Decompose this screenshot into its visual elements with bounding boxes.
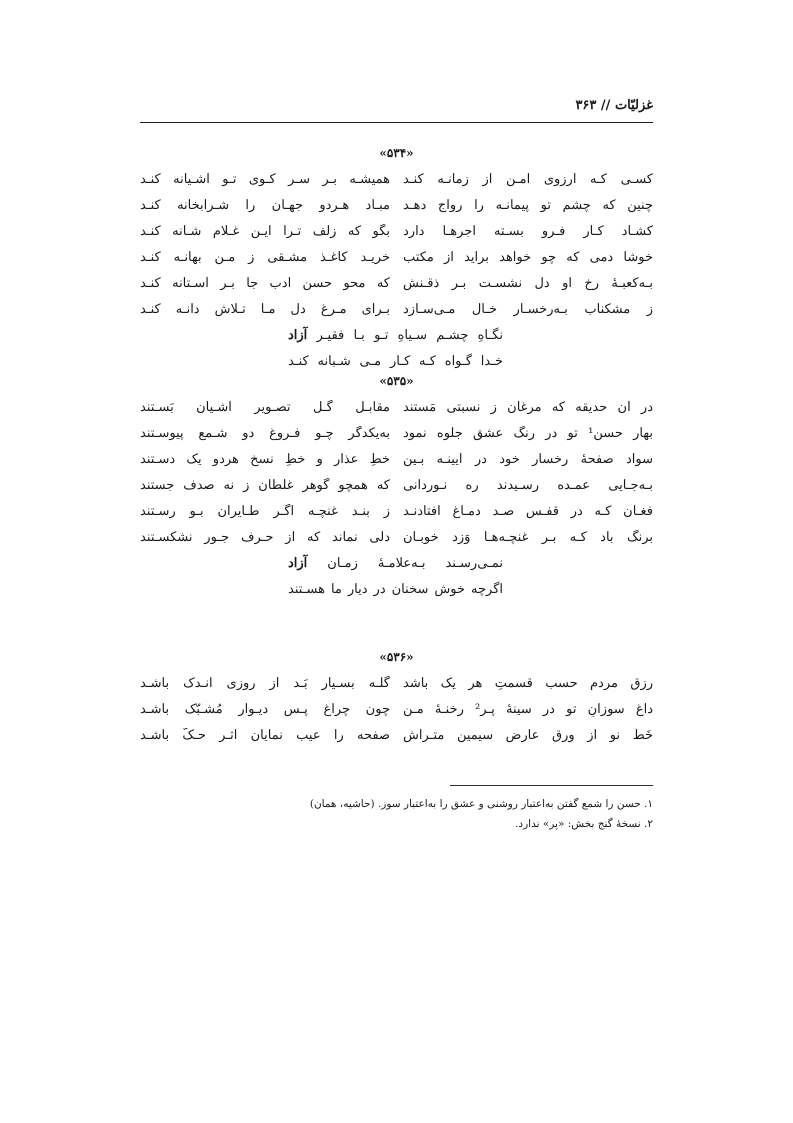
hemistich: که همچو گوهر غلطان ز نه صدف جستند (140, 478, 390, 493)
running-title: غزلیّات // ۳۶۳ (575, 98, 653, 113)
couplet (140, 452, 653, 478)
final-line-text: نمـی‌رسـند بـه‌علامـهٔ زمـان (307, 556, 503, 571)
hemistich: بـه‌کعبـهٔ رخ او دل نشسـت بـر ذقـنش (403, 276, 653, 291)
pen-name: آزاد (288, 556, 308, 571)
hemistich: مقابـل گـل تصـویر آشـیان بَسـتند (140, 400, 390, 415)
hemistich: که محو حسن ادب جا بـر آسـتانه کنـد (140, 276, 390, 291)
couplet (140, 504, 653, 530)
hemistich: خَطِّ نو از ورق عارض سیمین متـراش (403, 728, 653, 743)
couplet (140, 224, 653, 250)
hemistich: خطِ عذار و خطِ نسخ هردو یک دسـتند (140, 452, 390, 467)
hemistich: بـه‌جـایی عمـده رسـیدند ره نـوردانی (403, 478, 653, 493)
couplet (140, 276, 653, 302)
hemistich: ز بنـد غنچـه اگـر طـایران بـو رسـتند (140, 504, 390, 519)
couplet (140, 172, 653, 198)
couplet (140, 676, 653, 702)
hemistich: بگو که زلف تـرا ایـن غـلام شـانه کنـد (140, 224, 390, 239)
hemistich: همیشـه بـر سـر کـوی تـو آشـیانه کنـد (140, 172, 390, 187)
hemistich: چنین که چشم تو پیمانـه را رواج دهـد (403, 198, 653, 213)
couplet (140, 478, 653, 504)
hemistich: بهار حسن¹ تو در رنگ عشق جلوه نمود (403, 426, 653, 441)
footnote-rule (450, 785, 653, 786)
final-line: اگرچه خوش سخنان در دیار ما هسـتند (288, 582, 503, 597)
hemistich: خوشا دمی که چو خواهد برآید از مکتب (403, 250, 653, 265)
hemistich: داغ سوزانِ تو در سینهٔ پـر² رخنـهٔ مـن (403, 702, 653, 717)
hemistich: به‌یکدگر چـو فـروغ دو شـمع پیوسـتند (140, 426, 390, 441)
couplet (140, 250, 653, 276)
couplet (140, 530, 653, 556)
couplet (140, 728, 653, 754)
couplet (140, 302, 653, 328)
hemistich: فغـان کـه در قفـس صـد دمـاغ افتادنـد (403, 504, 653, 519)
footnote: ۱. حسن را شمع گفتن به‌اعتبار روشنی و عشق را به‌اعتبار سوز. (حاشیه، همان) (309, 798, 653, 810)
pen-name: آزاد (288, 328, 308, 343)
final-line-text: نگـاهِ چشـم سـیاهِ تـو بـا فقیـر (307, 328, 503, 343)
hemistich: ز مشکناب بـه‌رخسـار خـال مـی‌سـازد (403, 302, 653, 317)
hemistich: گلـه بسـیار بَـد از روزی انـدک باشـد (140, 676, 390, 691)
couplet (140, 198, 653, 224)
final-line: خـدا گـواه کـه کـار مـی شـبانه کنـد (288, 354, 503, 369)
hemistich: خریـد کاغـذ مشـقی ز مـن بهانـه کنـد (140, 250, 390, 265)
hemistich: بـرای مـرغ دل مـا تـلاش دانـه کنـد (140, 302, 390, 317)
couplet (140, 400, 653, 426)
couplet (140, 702, 653, 728)
hemistich: کشـاد کـار فـرو بسـته اجرهـا دارد (403, 224, 653, 239)
poem-number: «۵۳۴» (379, 146, 414, 160)
poem-number: «۵۳۵» (379, 374, 414, 388)
footnote: ۲. نسخهٔ گنج بخش: «پر» ندارد. (515, 818, 653, 830)
final-line (288, 556, 503, 571)
page-header (140, 96, 653, 123)
final-line (288, 328, 503, 343)
hemistich: برنگ باد کـه بـر غنچـه‌هـا وَزد خوبـان (403, 530, 653, 545)
poem-number: «۵۳۶» (379, 650, 414, 664)
hemistich: رزق مردم حسب قسمتِ هر یک باشد (403, 676, 653, 691)
hemistich: دلی نماند که از حـرف جـور نشکسـتند (140, 530, 390, 545)
hemistich: در آن حدیقه که مرغان ز نسبتی مَستند (403, 400, 653, 415)
hemistich: مبـاد هـردو جهـان را شـرابخانه کنـد (140, 198, 390, 213)
hemistich: چون چراغ پـس دیـوار مُشـبّک باشـد (140, 702, 390, 717)
hemistich: صفحه را عیب نمایان اثـر حـکّ باشـد (140, 728, 390, 743)
hemistich: کسـی کـه آرزوی امـن از زمانـه کنـد (403, 172, 653, 187)
hemistich: سواد صفحهٔ رخسار خود در آیینـه بـین (403, 452, 653, 467)
couplet (140, 426, 653, 452)
